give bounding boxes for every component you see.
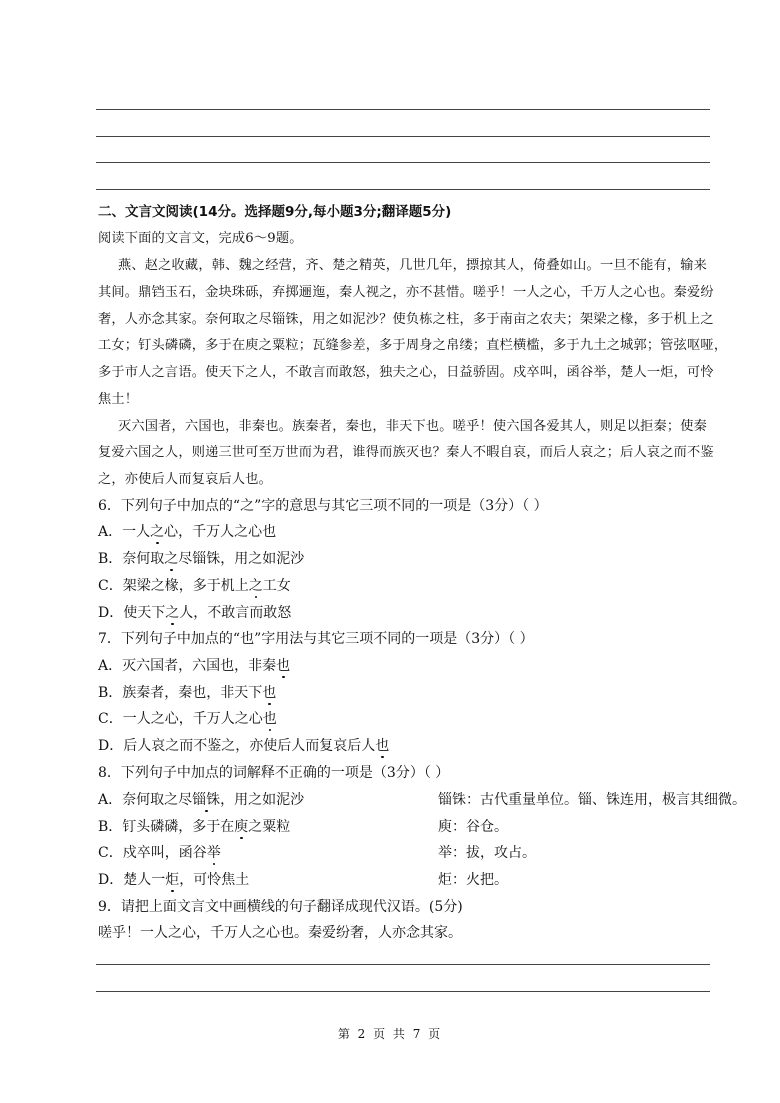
gloss-text: 炬：火把。 xyxy=(438,872,508,888)
passage-line: 多于市人之言语。使天下之人，不敢言而敢怒，独夫之心，日益骄固。戍卒叫，函谷举，楚人一炬，可怜 xyxy=(98,365,714,380)
answer-line[interactable] xyxy=(96,162,710,163)
gloss-text: 庾：谷仓。 xyxy=(438,819,508,835)
passage-line: 焦土！ xyxy=(98,392,139,407)
q7-option-b[interactable]: B．族秦者，秦也，非天下也 xyxy=(98,685,277,701)
emphasis-dot-word: 之 xyxy=(165,605,180,621)
answer-line[interactable] xyxy=(96,964,710,965)
emphasis-dot-word: 也 xyxy=(262,685,277,701)
question-6-stem: 6．下列句子中加点的“之”字的意思与其它三项不同的一项是（3分）（ ） xyxy=(98,498,548,514)
passage-line: 复爱六国之人，则递三世可至万世而为君，谁得而族灭也？秦人不暇自哀，而后人哀之；后人哀之而不鉴 xyxy=(98,445,714,460)
q7-option-a[interactable]: A．灭六国者，六国也，非秦也 xyxy=(98,658,291,674)
gloss-text: 举：拔，攻占。 xyxy=(438,845,536,861)
q7-option-c[interactable]: C．一人之心，千万人之心也 xyxy=(98,711,277,727)
section-title: 二、文言文阅读(14分。选择题9分,每小题3分;翻译题5分) xyxy=(98,204,452,220)
q7-option-d[interactable]: D．后人哀之而不鉴之，亦使后人而复哀后人也 xyxy=(98,738,390,754)
emphasis-dot-word: 之 xyxy=(150,524,165,540)
emphasis-dot-word: 锱铢 xyxy=(192,792,221,808)
emphasis-dot-word: 也 xyxy=(276,658,291,674)
answer-line[interactable] xyxy=(96,109,710,110)
emphasis-dot-word: 之 xyxy=(248,578,263,594)
q6-option-d[interactable]: D．使天下之人，不敢言而敢怒 xyxy=(98,605,292,621)
q8-option-c[interactable]: C．戍卒叫，函谷举 举：拔，攻占。 xyxy=(98,845,536,861)
q6-option-c[interactable]: C．架梁之椽，多于机上之工女 xyxy=(98,578,291,594)
q6-option-b[interactable]: B．奈何取之尽锱铢，用之如泥沙 xyxy=(98,551,305,567)
q8-option-a[interactable]: A．奈何取之尽锱铢，用之如泥沙 锱铢：古代重量单位。锱、铢连用，极言其细微。 xyxy=(98,792,746,808)
passage-line: 工女；钉头磷磷，多于在庾之粟粒；瓦缝参差，多于周身之帛缕；直栏横槛，多于九土之城郭；管弦呕哑， xyxy=(98,338,728,353)
answer-line[interactable] xyxy=(96,136,710,137)
passage-line: 其间。鼎铛玉石，金块珠砾，弃掷逦迤，秦人视之，亦不甚惜。嗟乎！一人之心，千万人之心也。秦爱纷 xyxy=(98,285,714,300)
question-8-stem: 8．下列句子中加点的词解释不正确的一项是（3分）（ ） xyxy=(98,765,450,781)
q6-option-a[interactable]: A．一人之心，千万人之心也 xyxy=(98,524,277,540)
emphasis-dot-word: 炬 xyxy=(165,872,180,888)
question-7-stem: 7．下列句子中加点的“也”字用法与其它三项不同的一项是（3分）（ ） xyxy=(98,631,534,647)
passage-line: 奢，人亦念其家。奈何取之尽锱铢，用之如泥沙？使负栋之柱，多于南亩之农夫；架梁之椽，多于机上之 xyxy=(98,312,714,327)
passage-line: 燕、赵之收藏，韩、魏之经营，齐、楚之精英，几世几年，摽掠其人，倚叠如山。一旦不能有，输来 xyxy=(118,258,708,273)
answer-line[interactable] xyxy=(96,991,710,992)
emphasis-dot-word: 举 xyxy=(206,845,221,861)
emphasis-dot-word: 也 xyxy=(262,711,277,727)
question-9-stem: 9．请把上面文言文中画横线的句子翻译成现代汉语。(5分) xyxy=(98,899,463,915)
emphasis-dot-word: 之 xyxy=(164,551,179,567)
passage-line: 之，亦使后人而复哀后人也。 xyxy=(98,472,273,487)
emphasis-dot-word: 也 xyxy=(375,738,390,754)
passage-line: 灭六国者，六国也，非秦也。族秦者，秦也，非天下也。嗟乎！使六国各爱其人，则足以拒秦；使秦 xyxy=(118,419,708,434)
gloss-text: 锱铢：古代重量单位。锱、铢连用，极言其细微。 xyxy=(438,792,746,808)
instruction: 阅读下面的文言文，完成6～9题。 xyxy=(98,231,303,246)
page-footer: 第 2 页 共 7 页 xyxy=(337,1027,443,1041)
emphasis-dot-word: 庾 xyxy=(234,819,249,835)
q8-option-b[interactable]: B．钉头磷磷，多于在庾之粟粒 庾：谷仓。 xyxy=(98,819,508,835)
q8-option-d[interactable]: D．楚人一炬，可怜焦土 炬：火把。 xyxy=(98,872,508,888)
answer-line[interactable] xyxy=(96,189,710,190)
q9-sentence: 嗟乎！一人之心，千万人之心也。秦爱纷奢，人亦念其家。 xyxy=(98,925,462,941)
